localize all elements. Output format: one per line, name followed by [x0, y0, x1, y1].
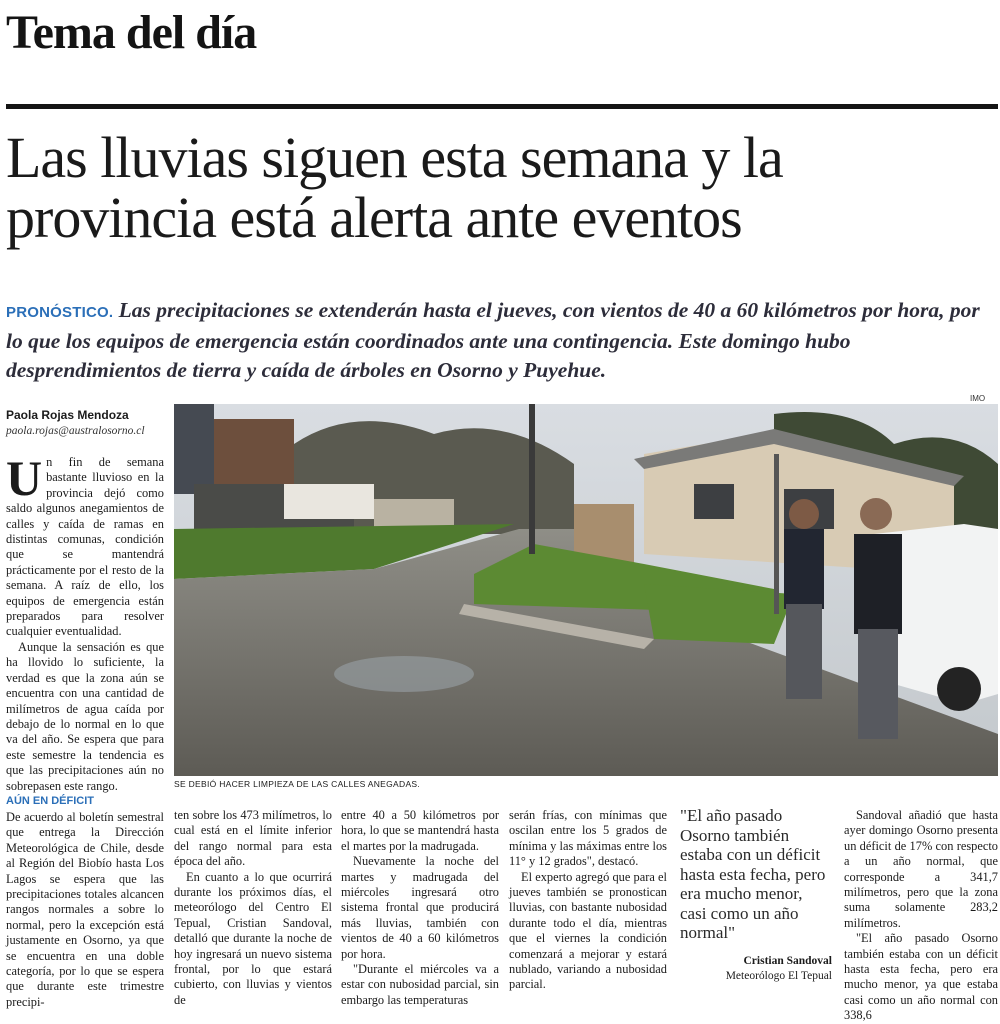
paragraph: Sandoval añadió que hasta ayer domingo Osorno presenta un déficit de 17% con respecto a un año normal, que corresponde a 341,7 milímetros, pero que la zona suma solamente 283,2 milímetros.	[844, 808, 998, 930]
article-column-d	[509, 808, 667, 993]
paragraph: El experto agregó que para el jueves también se pronostican lluvias, con bastante nubosidad durante todo el día, mientras que el viernes la condición comenzará a mejorar y estará nublado, variando a nubosidad parcial.	[509, 869, 667, 992]
paragraph: Un fin de semana bastante lluvioso en la provincia dejó como saldo algunos anegamientos de calles y caída de ramas en distintas comunas, condición que se mantendrá prácticamente por el resto de la semana. A raíz de ello, los equipos de emergencia están preparados para resolver cualquier eventualidad.	[6, 450, 164, 639]
headline: Las lluvias siguen esta semana y la provincia está alerta ante eventos	[6, 125, 783, 250]
street-scene-illustration	[174, 404, 998, 776]
photo-credit: IMO	[970, 394, 986, 403]
section-title: Tema del día	[6, 6, 257, 59]
byline-name: Paola Rojas Mendoza	[6, 408, 129, 422]
article-column-1	[6, 450, 164, 794]
pull-quote: "El año pasado Osorno también estaba con un déficit hasta esta fecha, pero era mucho menor, casi como un año normal"	[680, 806, 826, 942]
paragraph: En cuanto a lo que ocurrirá durante los próximos días, el meteorólogo del Centro El Tepual, Cristian Sandoval, detalló que durante la noche de hoy ingresará un nuevo sistema frontal, por lo que estará cubierto, con lluvias y vientos de	[174, 869, 332, 1007]
photo-caption: SE DEBIÓ HACER LIMPIEZA DE LAS CALLES ANEGADAS.	[174, 779, 421, 789]
section-rule	[6, 104, 998, 109]
paragraph: serán frías, con mínimas que oscilan entre los 5 grados de mínima y las máximas entre los 11° y 12 grados", destacó.	[509, 808, 667, 869]
paragraph: Nuevamente la noche del martes y madrugada del miércoles ingresará otro sistema frontal que producirá más lluvias, también con vientos de 40 a 60 kilómetros por hora.	[341, 854, 499, 961]
article-column-b	[174, 808, 332, 1008]
article-column-e	[844, 808, 998, 1024]
dek-kicker: PRONÓSTICO.	[6, 304, 114, 321]
paragraph: De acuerdo al boletín semestral que entrega la Dirección Meteorológica de Chile, desde al Región del Biobío hasta Los Lagos se espera que las precipitaciones totales alcancen rangos normales a sobre lo normal, pero la excepción está justamente en Osorno, ya que se encuentra en una doble categoría, por lo que se espera que durante este trimestre precipi-	[6, 810, 164, 1009]
paragraph: entre 40 a 50 kilómetros por hora, lo que se mantendrá hasta el martes por la madrugada.	[341, 808, 499, 853]
paragraph: "El año pasado Osorno también estaba con un déficit hasta esta fecha, pero era mucho menor, ya que estaba casi como un año normal con 338,6	[844, 931, 998, 1023]
article-column-c	[341, 808, 499, 1008]
dek	[6, 296, 996, 385]
street-photo	[174, 404, 998, 776]
paragraph: ten sobre los 473 milímetros, lo cual está en el límite inferior del rango normal para esta época del año.	[174, 808, 332, 869]
byline-email[interactable]: paola.rojas@australosorno.cl	[6, 425, 145, 437]
subhead: AÚN EN DÉFICIT	[6, 795, 94, 807]
article-column-a	[6, 810, 164, 1010]
drop-cap: U	[6, 450, 43, 506]
pull-quote-name: Cristian Sandoval	[743, 955, 832, 967]
pull-quote-role: Meteorólogo El Tepual	[725, 970, 832, 982]
paragraph: "Durante el miércoles va a estar con nubosidad parcial, sin embargo las temperaturas	[341, 962, 499, 1007]
paragraph: Aunque la sensación es que ha llovido lo suficiente, la verdad es que la zona aún se encuentra con una cantidad de milímetros de agua caída por debajo de lo normal en lo que va del año. Se espera que para este semestre la tendencia es que las precipitaciones aún no sobrepasen este rango.	[6, 639, 164, 793]
dek-text: Las precipitaciones se extenderán hasta el jueves, con vientos de 40 a 60 kilómetros por hora, por lo que los equipos de emergencia están coordinados ante una contingencia. Este domingo hubo desprendimientos de tierra y caída de árboles en Osorno y Puyehue.	[6, 298, 980, 382]
